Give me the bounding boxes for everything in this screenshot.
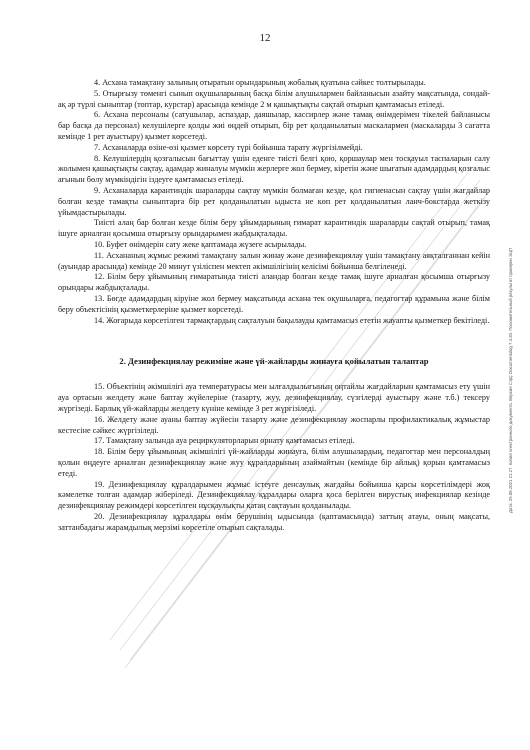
paragraph: 5. Отырғызу төменгі сынып оқушыларының басқа білім алушылармен байланысын азайту мақсатында, сондай-ақ әр түрлі сыныптар (топтар, курстар) арасында кемінде 2 м қашықтықты сақтай отырып қамтамасыз етіледі.: [58, 88, 490, 109]
paragraph: 13. Бөгде адамдардың кіруіне жол бермеу мақсатында асхана тек оқушыларға, педагогтар құрамына және білім беру объектісінің қызметкерлеріне қызмет көрсетеді.: [58, 293, 490, 314]
paragraph: 16. Желдету және ауаны баптау жүйесін тазарту және дезинфекциялау жоспарлы профилактикалық жұмыстар кестесіне сәйкес жүргізіледі.: [58, 414, 490, 435]
paragraph: 6. Асхана персоналы (сатушылар, аспаздар, даяшылар, кассирлер және тамақ өнімдерімен тікелей байланысы бар басқа да персонал) келушілерге қолды жиі өңдей отырып, бір рет қолданылатын маскалармен (маскаларды 3 сағатта кемінде 1 рет ауыстыру) қызмет көрсетеді.: [58, 110, 490, 141]
paragraph: 7. Асханаларда өзіне-өзі қызмет көрсету түрі бойынша тарату жүргізілмейді.: [94, 142, 363, 152]
paragraph: 8. Келушілердің қозғалысын бағыттау үшін еденге тиісті белгі қою, қоршаулар мен тосқауыл таспаларын салу жолымен қашықтықты сақтау, адамдар жиналуы мүмкін жерлерге жол бермеу, кіретін және шығатын адамдардың қозғалыс ағынын бөлу мүмкіндігін іздеуге қамтамасыз етіледі.: [58, 153, 490, 185]
electronic-signature-stamp: Дата: 25.08.2021 21:27. Копия электронного документа. Версия СЭД: Documentolog 7.4.20. Положительный результат проверки ЭЦП: [508, 247, 513, 513]
paragraphs-before-section: [58, 78, 490, 326]
paragraph: Тиісті алаң бар болған кезде білім беру ұйымдарының ғимарат карантиндік шараларды сақтай отырып, тамақ ішуге арналған қосымша отырғызу орындарымен жабдықталады.: [58, 218, 490, 239]
paragraph: 15. Объектінің әкімшілігі ауа температурасы мен ылғалдылығының оңтайлы жағдайларын қамтамасыз ету үшін ауа ортасын желдету және баптау жүйелеріне (тазарту, жуу, дезинфекциялау, сүзгілерді ауыстыру және т.б.) тексеру жүргізеді. Барлық үй-жайларды желдету күніне кемінде 3 рет жүргізіледі.: [58, 382, 490, 413]
section-heading: 2. Дезинфекциялау режиміне және үй-жайларды жинауға қойылатын талаптар: [119, 356, 429, 367]
paragraph: 17. Тамақтану залында ауа рециркуляторларын орнату қамтамасыз етіледі.: [94, 436, 355, 446]
paragraph: 11. Асхананың жұмыс режимі тамақтану залын жинау және дезинфекциялау үшін тамақтану аяқталғаннан кейін (ауындар арасында) кемінде 20 минут үзіліспен мектеп әкімшілігінің келісімі бойынша белгіленеді.: [58, 250, 490, 271]
paragraph: 18. Білім беру ұйымының әкімшілігі үй-жайларды жинауға, білім алушылардың, педагогтар мен персоналдың қолын өңдеуге арналған дезинфекциялау және жуу құралдарының азаймайтын (кемінде бір айлық) қорын қамтамасыз етеді.: [58, 447, 490, 478]
paragraph: 20. Дезинфекциялау құралдары өнім берушінің ыдысында (қаптамасында) заттың атауы, оның мақсаты, заттанбадағы жарамдылық мерзімі көрсетіле отырып сақталады.: [58, 511, 490, 532]
paragraph: 19. Дезинфекциялау құралдарымен жұмыс істеуге денсаулық жағдайы бойынша қарсы көрсетілімдері жоқ кәмелетке толған адамдар жіберіледі. Дезинфекциялау құралдары оларға қоса берілген вирустық инфекциялар кезінде дезинфекциялау режимдері көрсетілген нұсқаулықты қатаң сақтауын қолданылады.: [58, 479, 490, 511]
paragraph: 12. Білім беру ұйымының ғимаратында тиісті аландар болған кезде тамақ ішуге арналған қосымша отырғызу орындары жабдықталады.: [58, 272, 490, 293]
paragraph: 9. Асханаларда карантиндік шараларды сақтау мүмкін болмаған кезде, қол гигиенасын сақтау үшін жағдайлар болған кезде тамақты сыныптарға бір рет қолданылатын ыдыста не көп рет қолданылатын ланч-бокстарда жеткізу үйымдастырылады.: [58, 185, 490, 217]
paragraph: 4. Асхана тамақтану залының отыратын орындарының жобалық қуатына сәйкес толтырылады.: [94, 78, 426, 87]
paragraph: 10. Буфет өнімдерін сату жеке қаптамада жүзеге асырылады.: [94, 239, 307, 249]
paragraphs-after-section: [58, 382, 490, 533]
page-number: 12: [259, 32, 271, 44]
document-body: [58, 78, 490, 533]
paragraph: 14. Жоғарыда көрсетілген тармақтардың сақталуын бақылауды қамтамасыз ететін жауапты қызметкер бекітіледі.: [94, 315, 490, 325]
